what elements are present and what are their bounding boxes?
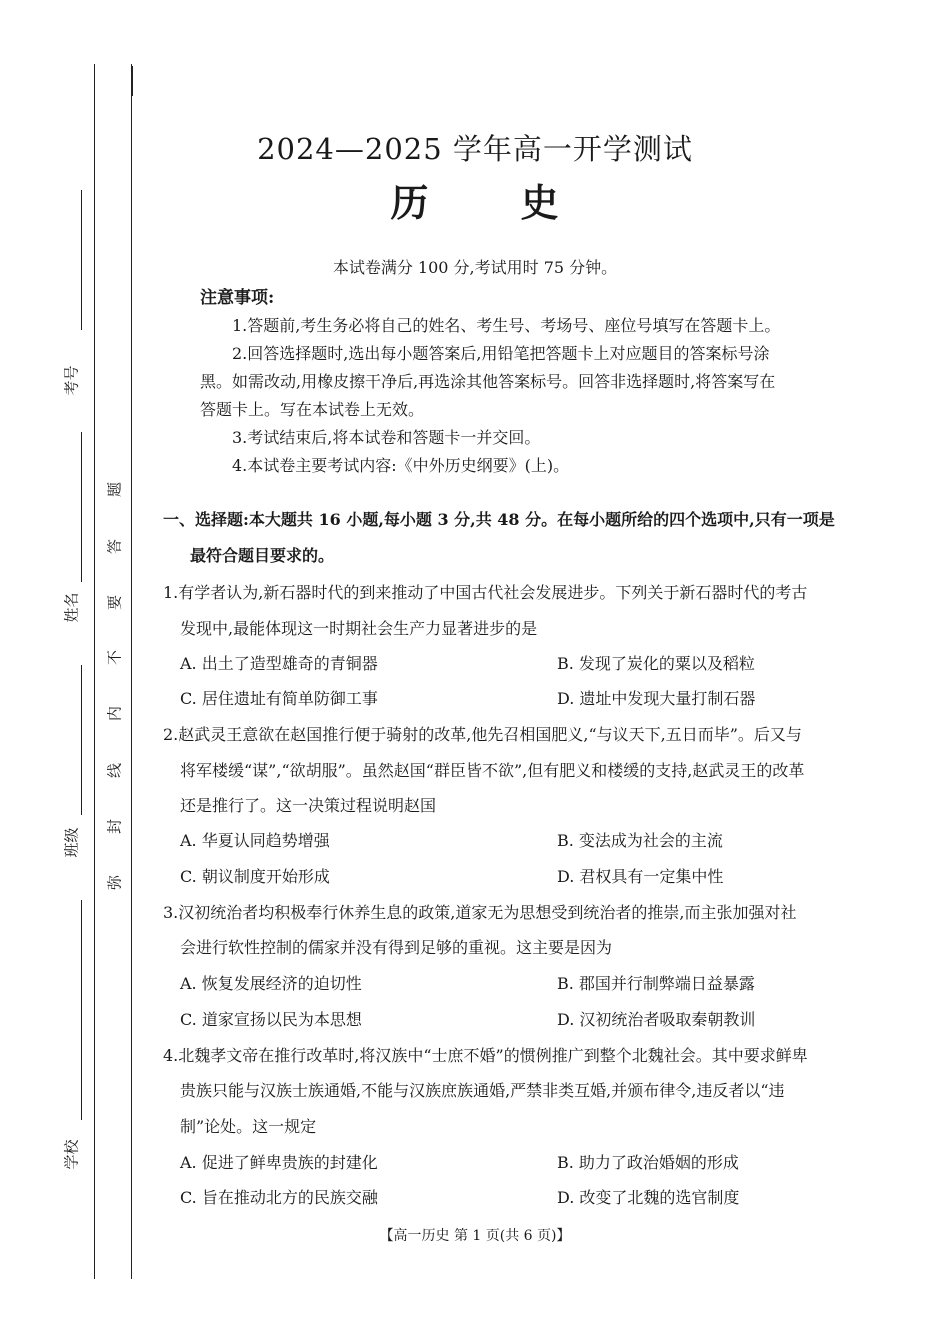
notice-line-4: 答题卡上。写在本试卷上无效。 (200, 400, 425, 419)
seal-char-8: 题 (105, 482, 124, 498)
option-c: C. 道家宣扬以民为本思想 (180, 1010, 362, 1029)
option-a: A. 恢复发展经济的迫切性 (180, 974, 362, 993)
question-stem-line: 制”论处。这一规定 (180, 1117, 317, 1136)
exam-intro: 本试卷满分 100 分,考试用时 75 分钟。 (332, 258, 618, 277)
notice-line-1: 1.答题前,考生务必将自己的姓名、考生号、考场号、座位号填写在答题卡上。 (232, 316, 781, 335)
seal-char-5: 不 (105, 650, 124, 666)
exam-subject (0, 172, 950, 227)
question-stem-line: 发现中,最能体现这一时期社会生产力显著进步的是 (180, 619, 538, 638)
question-stem-line: 2.赵武灵王意欲在赵国推行便于骑射的改革,他先召相国肥义,“与议天下,五日而毕”。后又与 (163, 725, 802, 744)
option-b: B. 郡国并行制弊端日益暴露 (557, 974, 755, 993)
question-stem-line: 还是推行了。这一决策过程说明赵国 (180, 796, 437, 815)
option-d: D. 改变了北魏的选官制度 (557, 1188, 740, 1207)
notice-line-2: 2.回答选择题时,选出每小题答案后,用铅笔把答题卡上对应题目的答案标号涂 (232, 344, 770, 363)
seal-char-7: 答 (105, 539, 124, 555)
notice-line-6: 4.本试卷主要考试内容:《中外历史纲要》(上)。 (232, 456, 570, 475)
option-b: B. 变法成为社会的主流 (557, 831, 723, 850)
question-stem-line: 4.北魏孝文帝在推行改革时,将汉族中“士庶不婚”的惯例推广到整个北魏社会。其中要求鲜卑 (163, 1046, 808, 1065)
subject-char-1: 历 (390, 180, 430, 225)
xuexiao-label: 学校 (62, 1139, 81, 1170)
margin-tick (131, 66, 133, 96)
xuexiao-underline (81, 900, 82, 1120)
option-c: C. 居住遗址有简单防御工事 (180, 689, 378, 708)
subject-char-2: 史 (520, 180, 560, 225)
option-c: C. 朝议制度开始形成 (180, 867, 330, 886)
seal-char-4: 内 (105, 706, 124, 722)
notice-line-3: 黑。如需改动,用橡皮擦干净后,再选涂其他答案标号。回答非选择题时,将答案写在 (200, 372, 776, 391)
option-a: A. 促进了鲜卑贵族的封建化 (180, 1153, 378, 1172)
page-footer: 【高一历史 第 1 页(共 6 页)】 (379, 1228, 571, 1244)
kaohao-label: 考号 (62, 365, 81, 396)
section-heading-line-2: 最符合题目要求的。 (190, 546, 335, 565)
notice-line-5: 3.考试结束后,将本试卷和答题卡一并交回。 (232, 428, 541, 447)
option-a: A. 华夏认同趋势增强 (180, 831, 330, 850)
notice-heading: 注意事项: (200, 288, 275, 308)
xingming-label: 姓名 (62, 592, 81, 623)
seal-char-1: 弥 (105, 875, 124, 891)
seal-char-6: 要 (105, 595, 124, 611)
option-d: D. 君权具有一定集中性 (557, 867, 724, 886)
option-c: C. 旨在推动北方的民族交融 (180, 1188, 378, 1207)
option-b: B. 助力了政治婚姻的形成 (557, 1153, 739, 1172)
option-d: D. 遗址中发现大量打制石器 (557, 689, 756, 708)
option-b: B. 发现了炭化的粟以及稻粒 (557, 654, 755, 673)
seal-char-2: 封 (105, 819, 124, 835)
xingming-underline (81, 432, 82, 582)
question-stem-line: 将军楼缓“谋”,“欲胡服”。虽然赵国“群臣皆不欲”,但有肥义和楼缓的支持,赵武灵王的改革 (180, 761, 805, 780)
banji-underline (81, 665, 82, 815)
section-heading-line-1: 一、选择题:本大题共 16 小题,每小题 3 分,共 48 分。在每小题所给的四个选项中,只有一项是 (163, 510, 835, 529)
question-stem-line: 会进行软性控制的儒家并没有得到足够的重视。这主要是因为 (180, 938, 613, 957)
exam-title: 2024—2025 学年高一开学测试 (257, 132, 693, 166)
option-d: D. 汉初统治者吸取秦朝教训 (557, 1010, 756, 1029)
banji-label: 班级 (62, 827, 81, 858)
seal-char-3: 线 (105, 763, 124, 779)
question-stem-line: 1.有学者认为,新石器时代的到来推动了中国古代社会发展进步。下列关于新石器时代的考古 (163, 583, 808, 602)
option-a: A. 出土了造型雄奇的青铜器 (180, 654, 378, 673)
question-stem-line: 贵族只能与汉族士族通婚,不能与汉族庶族通婚,严禁非类互婚,并颁布律令,违反者以“违 (180, 1081, 785, 1100)
margin-rule-inner (131, 64, 132, 1279)
margin-rule-outer (94, 64, 95, 1279)
question-stem-line: 3.汉初统治者均积极奉行休养生息的政策,道家无为思想受到统治者的推崇,而主张加强对社 (163, 903, 797, 922)
